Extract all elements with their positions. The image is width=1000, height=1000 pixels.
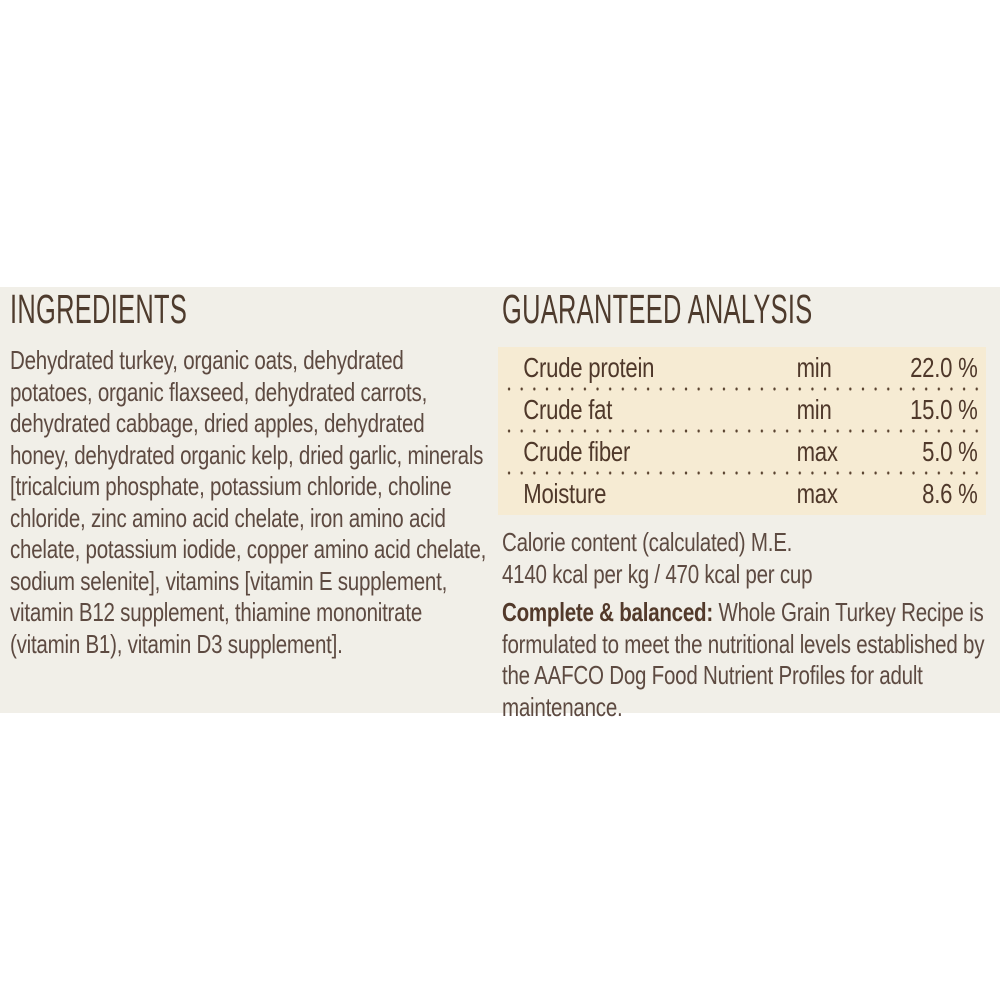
calorie-content-line2: 4140 kcal per kg / 470 kcal per cup — [502, 558, 813, 589]
label-panel — [0, 286, 1000, 722]
basis-cell: max — [796, 436, 838, 467]
analysis-row-crude-protein — [498, 349, 986, 387]
value-cell: 5.0 % — [922, 436, 978, 467]
ingredients-column — [10, 286, 490, 660]
nutrient-cell: Crude protein — [523, 352, 655, 383]
value-cell: 15.0 % — [910, 394, 978, 425]
basis-cell: max — [796, 478, 838, 509]
statement-body: Whole Grain Turkey Recipe is formulated to meet the nutritional levels established by the AAFCO Dog Food Nutrient Profiles for adult maintenance. — [502, 597, 985, 722]
aafco-statement — [502, 597, 992, 723]
value-cell: 8.6 % — [922, 478, 978, 509]
calorie-content — [502, 527, 992, 590]
ingredients-text: Dehydrated turkey, organic oats, dehydrated potatoes, organic flaxseed, dehydrated carrots, dehydrated cabbage, dried apples, dehydrated honey, dehydrated organic kelp, dried garlic, minerals [tricalcium phosphate, potassium chloride, choline chloride, zinc amino acid chelate, iron amino acid chelate, potassium iodide, copper amino acid chelate, sodium selenite], vitamins [vitamin E supplement, vitamin B12 supplement, thiamine mononitrate (vitamin B1), vitamin D3 supplement]. — [10, 345, 487, 659]
calorie-content-line1: Calorie content (calculated) M.E. — [502, 527, 793, 557]
analysis-rows — [498, 349, 986, 513]
basis-cell: min — [796, 352, 832, 383]
ingredients-heading: INGREDIENTS — [10, 286, 188, 332]
analysis-row-crude-fat — [498, 391, 986, 429]
statement-lead: Complete & balanced: — [502, 597, 713, 627]
nutrient-cell: Crude fat — [523, 394, 613, 425]
nutrient-cell: Moisture — [523, 478, 607, 509]
analysis-row-moisture — [498, 475, 986, 513]
analysis-row-crude-fiber — [498, 433, 986, 471]
guaranteed-analysis-heading: GUARANTEED ANALYSIS — [502, 286, 813, 332]
basis-cell: min — [796, 394, 832, 425]
nutrient-cell: Crude fiber — [523, 436, 631, 467]
value-cell: 22.0 % — [910, 352, 978, 383]
guaranteed-analysis-table — [498, 347, 986, 515]
analysis-column — [498, 286, 990, 723]
